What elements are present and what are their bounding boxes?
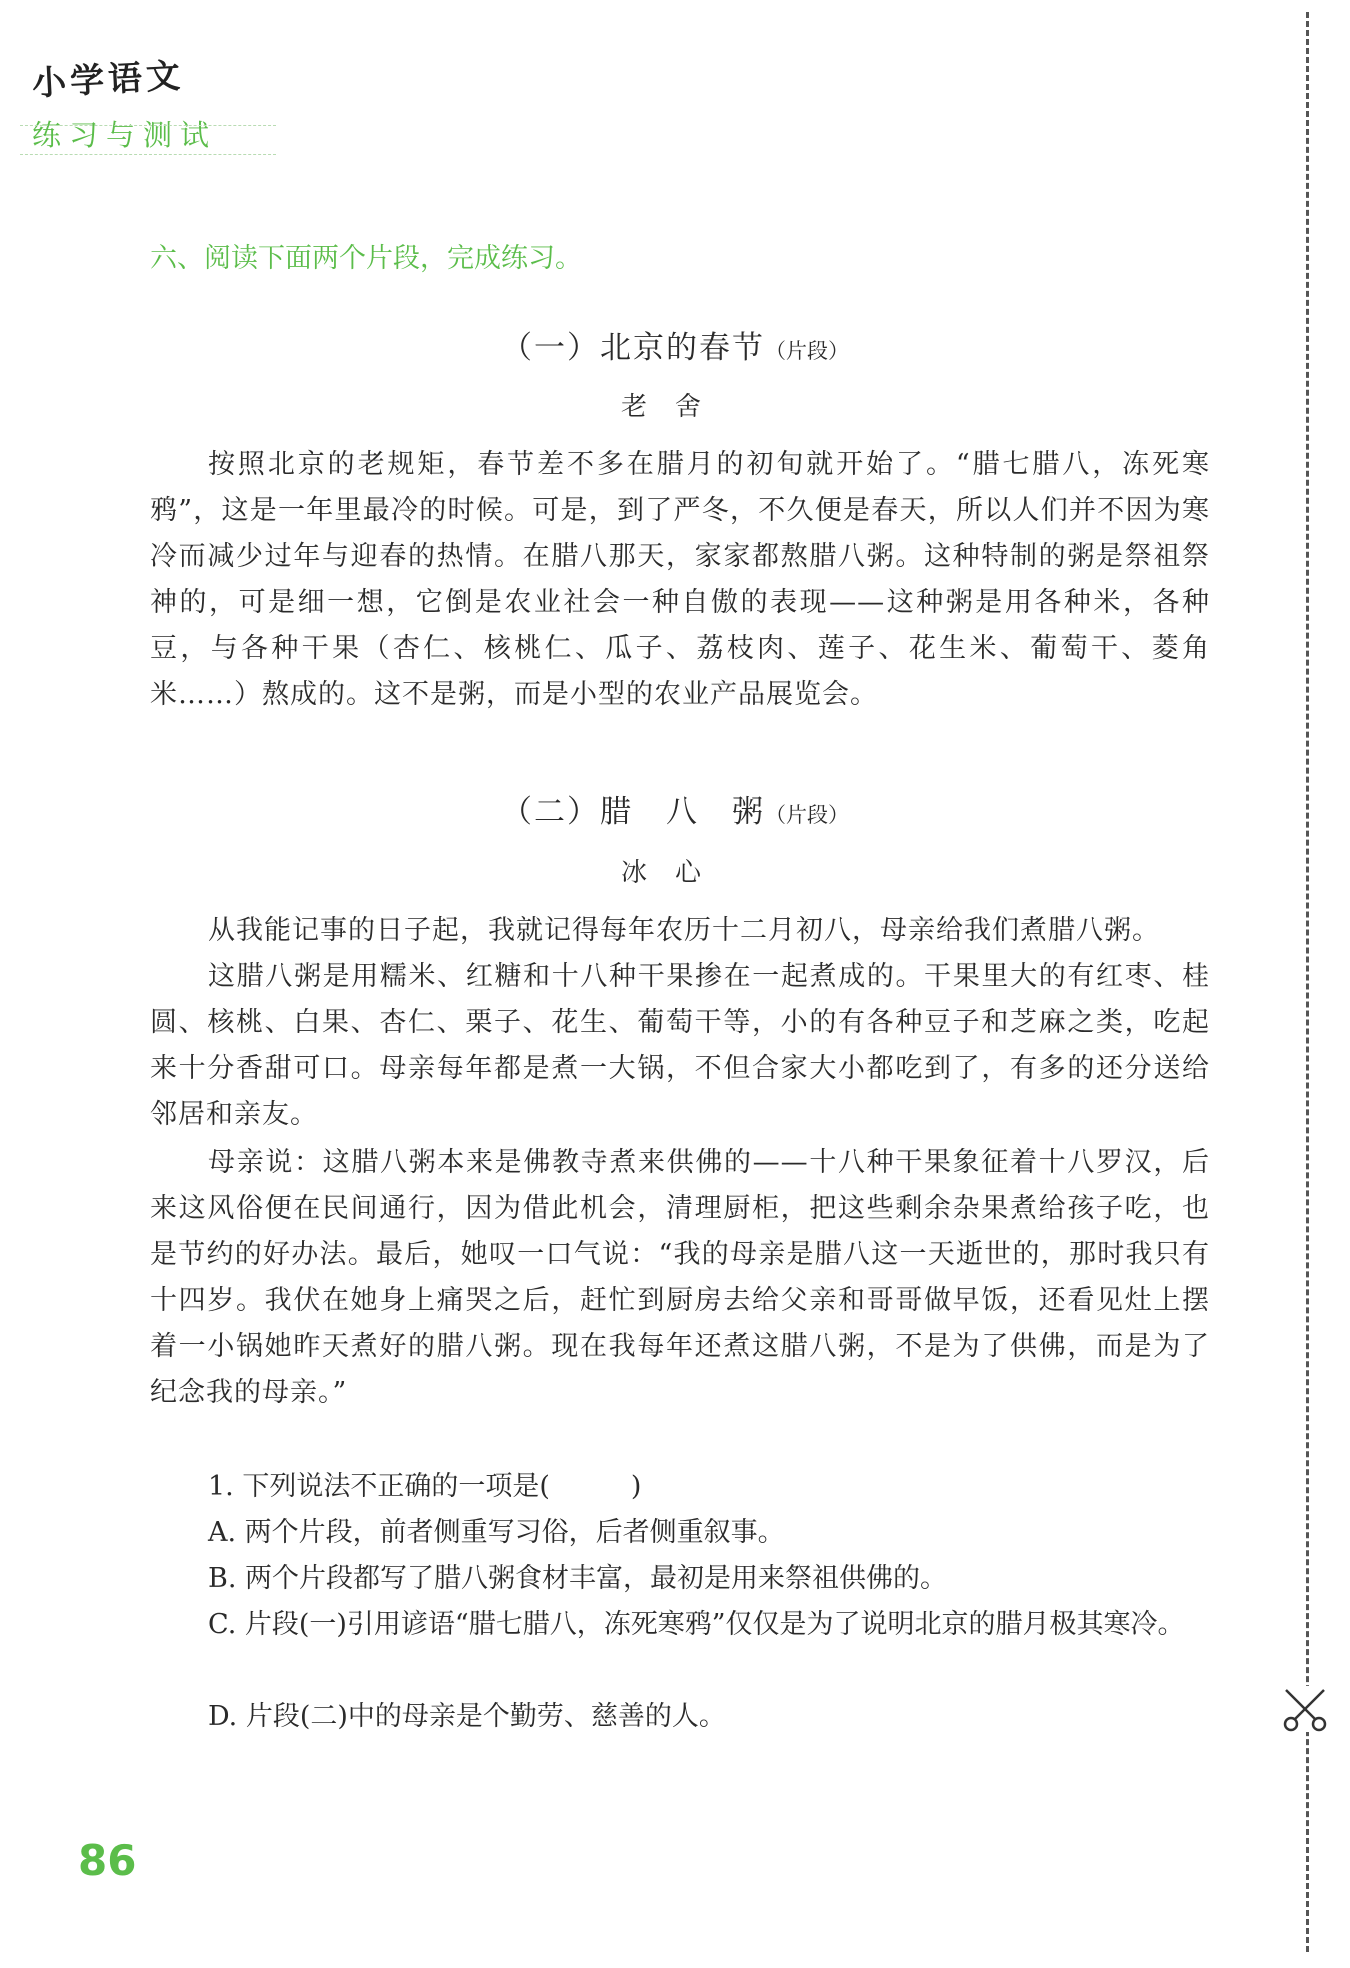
brand-title: 小学语文 [31, 56, 186, 104]
scissors-icon [1282, 1686, 1328, 1732]
passage1-title [0, 322, 1350, 367]
passage2-paragraph: 从我能记事的日子起，我就记得每年农历十二月初八，母亲给我们煮腊八粥。 [208, 915, 1160, 946]
passage2-author: 冰心 [620, 858, 729, 888]
question1-option-c[interactable]: C. 片段(一)引用谚语“腊七腊八，冻死寒鸦”仅仅是为了说明北京的腊月极其寒冷。 [208, 1609, 1185, 1640]
question1-stem: 1. 下列说法不正确的一项是( ) [208, 1471, 642, 1502]
passage2-title [0, 786, 1350, 831]
question1-option-a[interactable]: A. 两个片段，前者侧重写习俗，后者侧重叙事。 [208, 1517, 785, 1548]
passage2-paragraph: 这腊八粥是用糯米、红糖和十八种干果掺在一起煮成的。干果里大的有红枣、桂圆、核桃、白果、杏仁、栗子、花生、葡萄干等，小的有各种豆子和芝麻之类，吃起来十分香甜可口。母亲每年都是煮一大锅，不但合家大小都吃到了，有多的还分送给邻居和亲友。 [150, 961, 1210, 1130]
passage1-title-main: （一）北京的春节 [501, 330, 765, 366]
passage2-paragraph: 母亲说：这腊八粥本来是佛教寺煮来供佛的——十八种干果象征着十八罗汉，后来这风俗便在民间通行，因为借此机会，清理厨柜，把这些剩余杂果煮给孩子吃，也是节约的好办法。最后，她叹一口气说：“我的母亲是腊八这一天逝世的，那时我只有十四岁。我伏在她身上痛哭之后，赶忙到厨房去给父亲和哥哥做早饭，还看见灶上摆着一小锅她昨天煮好的腊八粥。现在我每年还煮这腊八粥，不是为了供佛，而是为了纪念我的母亲。” [150, 1147, 1210, 1408]
section-heading: 六、阅读下面两个片段，完成练习。 [150, 243, 582, 274]
page-number: 86 [78, 1836, 137, 1885]
brand-underline [20, 125, 276, 155]
brand-subtitle: 练习与测试 [32, 118, 218, 152]
passage2-title-note: （片段） [765, 803, 849, 827]
question1-option-d[interactable]: D. 片段(二)中的母亲是个勤劳、慈善的人。 [208, 1701, 726, 1732]
passage1-paragraph: 按照北京的老规矩，春节差不多在腊月的初旬就开始了。“腊七腊八，冻死寒鸦”，这是一年里最冷的时候。可是，到了严冬，不久便是春天，所以人们并不因为寒冷而减少过年与迎春的热情。在腊八那天，家家都熬腊八粥。这种特制的粥是祭祖祭神的，可是细一想，它倒是农业社会一种自傲的表现——这种粥是用各种米，各种豆，与各种干果（杏仁、核桃仁、瓜子、荔枝肉、莲子、花生米、葡萄干、菱角米……）熬成的。这不是粥，而是小型的农业产品展览会。 [150, 449, 1210, 710]
passage1-title-note: （片段） [765, 339, 849, 363]
passage2-title-main: （二）腊 八 粥 [501, 794, 765, 830]
cut-line-divider [1306, 12, 1309, 1952]
passage1-author: 老舍 [620, 392, 729, 422]
question1-option-b[interactable]: B. 两个片段都写了腊八粥食材丰富，最初是用来祭祖供佛的。 [208, 1563, 948, 1594]
